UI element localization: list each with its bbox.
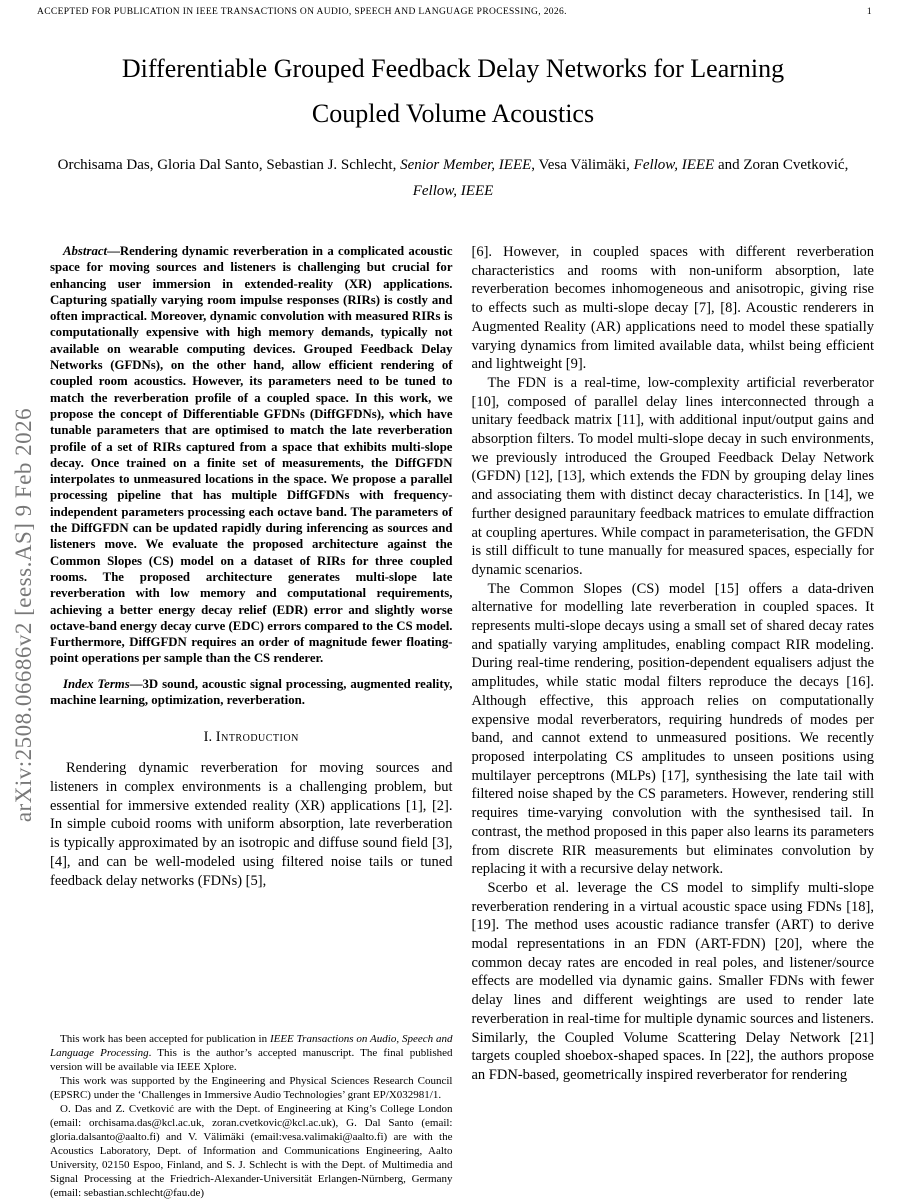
- author-list: [56, 152, 851, 204]
- section-heading-introduction: [50, 729, 453, 746]
- footnote-block: [50, 1032, 453, 1200]
- running-head: [37, 7, 872, 17]
- footnote-text: This work has been accepted for publication in: [60, 1033, 270, 1045]
- right-column: [472, 243, 875, 1200]
- abstract: [50, 243, 453, 667]
- paper-title: [60, 46, 846, 136]
- body-paragraph: Scerbo et al. leverage the CS model to simplify multi-slope reverberation rendering in a virtual acoustic space using FDNs [18], [19]. The method uses acoustic radiance transfer (ART) to derive modal representations in an FDN (ART-FDN) [20], where the common decay rates are encoded in real poles, and listener/source effects are modelled via dynamic gains. Smaller FDNs with fewer delay lines and different weightings are used to render late reverberation in real-time for multiple dynamic sources and listeners. Similarly, the Coupled Volume Scattering Delay Network [21] targets coupled shoebox-shaped spaces. In [22], the authors propose an FDN-based, geometrically inspired reverberator for rendering: [471, 879, 874, 1083]
- footnote-affiliations: O. Das and Z. Cvetković are with the Dept. of Engineering at King’s College London (email: orchisama.das@kcl.ac.uk, zoran.cvetkovic@kcl.ac.uk), G. Dal Santo (email: gloria.dalsanto@aalto.fi) and V. Välimäki (email:vesa.valimaki@aalto.fi) are with the Acoustics Laboratory, Dept. of Information and Communications Engineering, Aalto University, 02150 Espoo, Finland, and S. J. Schlecht is with the Dept. of Multimedia and Signal Processing at the Friedrich-Alexander-Universität Erlangen-Nürnberg, Germany (email: sebastian.schlecht@fau.de): [50, 1103, 453, 1199]
- footnote-text: . This is the author’s accepted manuscript. The final published version will be available via IEEE Xplore.: [50, 1047, 453, 1073]
- paper-title-line-1: Differentiable Grouped Feedback Delay Networks for Learning: [121, 54, 785, 83]
- section-number: I.: [203, 729, 213, 746]
- index-terms: [50, 676, 453, 709]
- section-title: Introduction: [215, 729, 299, 746]
- author-names: and Zoran Cvetković,: [714, 157, 849, 173]
- left-column: [50, 243, 453, 1200]
- author-names: , Vesa Välimäki,: [531, 157, 634, 173]
- page-number: 1: [866, 7, 872, 17]
- index-terms-text: —3D sound, acoustic signal processing, augmented reality, machine learning, optimization, reverberation.: [50, 676, 453, 708]
- footnote-acceptance: [50, 1032, 453, 1074]
- intro-paragraph: Rendering dynamic reverberation for moving sources and listeners in complex environments is a challenging problem, but essential for immersive extended reality (XR) applications [1], [2]. In simple cuboid rooms with uniform absorption, late reverberation is typically approximated by an isotropic and diffuse sound field [3], [4], and can be well-modeled using filtered noise tails or tuned feedback delay networks (FDNs) [5],: [50, 760, 453, 889]
- body-paragraph: The Common Slopes (CS) model [15] offers a data-driven alternative for modelling late reverberation in coupled spaces. It represents multi-slope decays using a small set of shared decay rates and spatially varying amplitudes, enabling compact RIR modeling. During real-time rendering, position-dependent equalisers adjust the amplitudes, while static modal filters reproduce the decays [16]. Although effective, this approach relies on computationally expensive modal reverberators, requiring hundreds of modes per band, and cannot extend to unmeasured positions. We recently proposed interpolating CS amplitudes to unseen positions using multilayer perceptrons (MLPs) [17], synthesising the late tail with filtered noise shaped by the CS parameters. However, rendering still requires time-varying convolution with the synthesised tail. In contrast, the method proposed in this paper also learns its parameters from discrete RIR measurements but eliminates convolution by replacing it with a recursive delay network.: [471, 580, 874, 878]
- footnote-funding: This work was supported by the Engineering and Physical Sciences Research Council (EPSRC) under the ‘Challenges in Immersive Audio Technologies’ grant EP/X032981/1.: [50, 1075, 453, 1101]
- index-terms-label: Index Terms: [63, 676, 130, 691]
- author-role: Senior Member, IEEE: [400, 157, 532, 173]
- two-column-body: [50, 243, 874, 1200]
- paper-title-line-2: Coupled Volume Acoustics: [311, 99, 595, 128]
- abstract-label: Abstract: [63, 244, 108, 258]
- abstract-text: —Rendering dynamic reverberation in a complicated acoustic space for moving sources and listeners is challenging but crucial for enhancing user immersion in extended-reality (XR) applications. Capturing spatially varying room impulse responses (RIRs) is costly and often impractical. Moreover, dynamic convolution with measured RIRs is computationally expensive with high memory demands, typically not available on wearable computing devices. Grouped Feedback Delay Networks (GFDNs), on the other hand, allow efficient rendering of coupled room acoustics. However, its parameters need to be tuned to match the reverberation profile of a coupled space. In this work, we propose the concept of Differentiable GFDNs (DiffGFDNs), which have tunable parameters that are optimised to match the late reverberation profile of a set of RIRs captured from a space that exhibits multi-slope decay. Once trained on a finite set of measurements, the DiffGFDN interpolates to unmeasured locations in the space. We propose a parallel processing pipeline that has multiple DiffGFDNs with frequency-independent parameters processing each octave band. The parameters of the DiffGFDN can be updated rapidly during inferencing as sources and listeners move. We evaluate the proposed architecture against the Common Slopes (CS) model on a dataset of RIRs for three coupled rooms. The proposed architecture generates multi-slope late reverberation with low memory and computational requirements, achieving a better energy decay relief (EDR) error and slightly worse octave-band energy decay curve (EDC) errors compared to the CS model. Furthermore, DiffGFDN requires an order of magnitude fewer floating-point operations per sample than the CS renderer.: [50, 244, 453, 666]
- author-role: Fellow, IEEE: [412, 183, 494, 199]
- body-paragraph: The FDN is a real-time, low-complexity artificial reverberator [10], composed of parallel delay lines interconnected through a unitary feedback matrix [11], with additional input/output gains and absorption filters. To model multi-slope decay in such environments, we previously introduced the Grouped Feedback Delay Network (GFDN) [12], [13], which extends the FDN by grouping delay lines and associating them with distinct decay characteristics. In [14], we further designed paraunitary feedback matrices to emulate diffraction at coupling apertures. While compact in parameterisation, the GFDN is still difficult to tune manually for measured spaces, especially for dynamic scenarios.: [471, 374, 874, 578]
- body-paragraph: [6]. However, in coupled spaces with different reverberation characteristics and rooms with non-uniform absorption, late reverberation becomes inhomogeneous and anisotropic, giving rise to effects such as multi-slope decay [7], [8]. Acoustic renderers in Augmented Reality (AR) applications need to model these spatially varying dynamics from limited available data, whilst being efficient and lightweight [9].: [471, 244, 874, 373]
- running-head-text: ACCEPTED FOR PUBLICATION IN IEEE TRANSACTIONS ON AUDIO, SPEECH AND LANGUAGE PROCESSING, 2026.: [37, 7, 567, 17]
- arxiv-watermark-text: arXiv:2508.06686v2 [eess.AS] 9 Feb 2026: [11, 407, 36, 823]
- author-names: Orchisama Das, Gloria Dal Santo, Sebastian J. Schlecht,: [57, 157, 401, 173]
- arxiv-watermark: [11, 408, 37, 822]
- author-role: Fellow, IEEE: [633, 157, 715, 173]
- journal-name: IEEE Transactions on Audio, Speech and Language Processing: [50, 1033, 453, 1059]
